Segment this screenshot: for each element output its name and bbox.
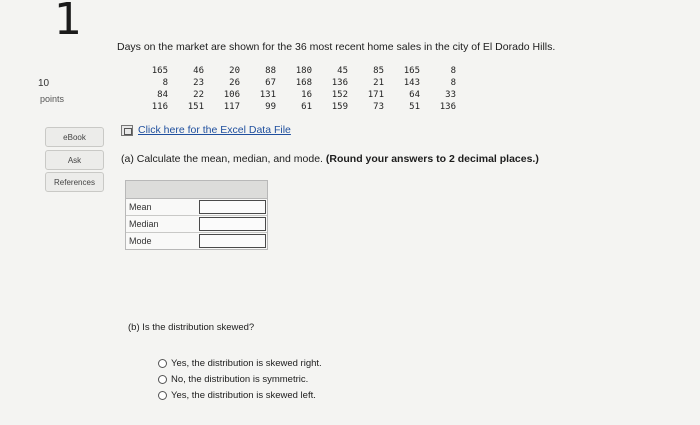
references-button[interactable]: References (45, 172, 104, 192)
data-cell: 151 (187, 102, 204, 112)
option-label: Yes, the distribution is skewed right. (171, 358, 322, 369)
data-cell: 73 (373, 102, 384, 112)
radio-button[interactable] (158, 391, 167, 400)
spreadsheet-icon (121, 125, 133, 136)
option-label: Yes, the distribution is skewed left. (171, 390, 316, 401)
ask-button[interactable]: Ask (45, 150, 104, 170)
data-cell: 180 (295, 66, 312, 76)
question-number: 1 (54, 0, 82, 45)
data-cell: 61 (301, 102, 312, 112)
question-prompt: Days on the market are shown for the 36 most recent home sales in the city of El Dorado Hills. (117, 41, 556, 53)
data-cell: 165 (151, 66, 168, 76)
data-cell: 45 (337, 66, 348, 76)
answer-table (125, 180, 268, 250)
data-cell: 21 (373, 78, 384, 88)
part-a-question (121, 153, 539, 165)
mean-label: Mean (129, 202, 152, 212)
option-skewed-right[interactable] (158, 358, 322, 369)
table-row (126, 199, 267, 216)
data-cell: 8 (162, 78, 168, 88)
data-cell: 136 (331, 78, 348, 88)
data-cell: 143 (403, 78, 420, 88)
part-a-text: (a) Calculate the mean, median, and mode. (121, 153, 323, 165)
table-row (126, 216, 267, 233)
data-cell: 84 (157, 90, 168, 100)
data-cell: 46 (193, 66, 204, 76)
data-cell: 88 (265, 66, 276, 76)
data-cell: 23 (193, 78, 204, 88)
data-cell: 8 (450, 66, 456, 76)
data-cell: 131 (259, 90, 276, 100)
data-cell: 159 (331, 102, 348, 112)
table-row (126, 233, 267, 249)
ebook-button[interactable]: eBook (45, 127, 104, 147)
part-a-rounding-note: (Round your answers to 2 decimal places.) (325, 153, 539, 165)
data-cell: 171 (367, 90, 384, 100)
radio-button[interactable] (158, 375, 167, 384)
option-label: No, the distribution is symmetric. (171, 374, 309, 385)
data-cell: 116 (151, 102, 168, 112)
data-cell: 165 (403, 66, 420, 76)
median-label: Median (129, 219, 159, 229)
data-cell: 20 (229, 66, 240, 76)
data-cell: 64 (409, 90, 420, 100)
data-cell: 152 (331, 90, 348, 100)
data-cell: 33 (445, 90, 456, 100)
mean-input[interactable] (199, 200, 266, 214)
data-cell: 136 (439, 102, 456, 112)
data-cell: 106 (223, 90, 240, 100)
points-label: points (40, 94, 65, 104)
data-cell: 8 (450, 78, 456, 88)
data-cell: 117 (223, 102, 240, 112)
data-cell: 85 (373, 66, 384, 76)
data-cell: 99 (265, 102, 276, 112)
points-value: 10 (38, 78, 50, 89)
mode-label: Mode (129, 236, 152, 246)
mode-input[interactable] (199, 234, 266, 248)
data-cell: 26 (229, 78, 240, 88)
data-cell: 168 (295, 78, 312, 88)
excel-link-text: Click here for the Excel Data File (138, 124, 291, 136)
option-skewed-left[interactable] (158, 390, 316, 401)
radio-button[interactable] (158, 359, 167, 368)
data-grid (132, 65, 456, 113)
data-cell: 16 (301, 90, 312, 100)
answer-table-header (126, 181, 267, 199)
data-cell: 67 (265, 78, 276, 88)
part-b-question: (b) Is the distribution skewed? (128, 322, 255, 333)
median-input[interactable] (199, 217, 266, 231)
option-symmetric[interactable] (158, 374, 308, 385)
excel-data-link[interactable] (121, 124, 291, 136)
data-cell: 51 (409, 102, 420, 112)
data-cell: 22 (193, 90, 204, 100)
